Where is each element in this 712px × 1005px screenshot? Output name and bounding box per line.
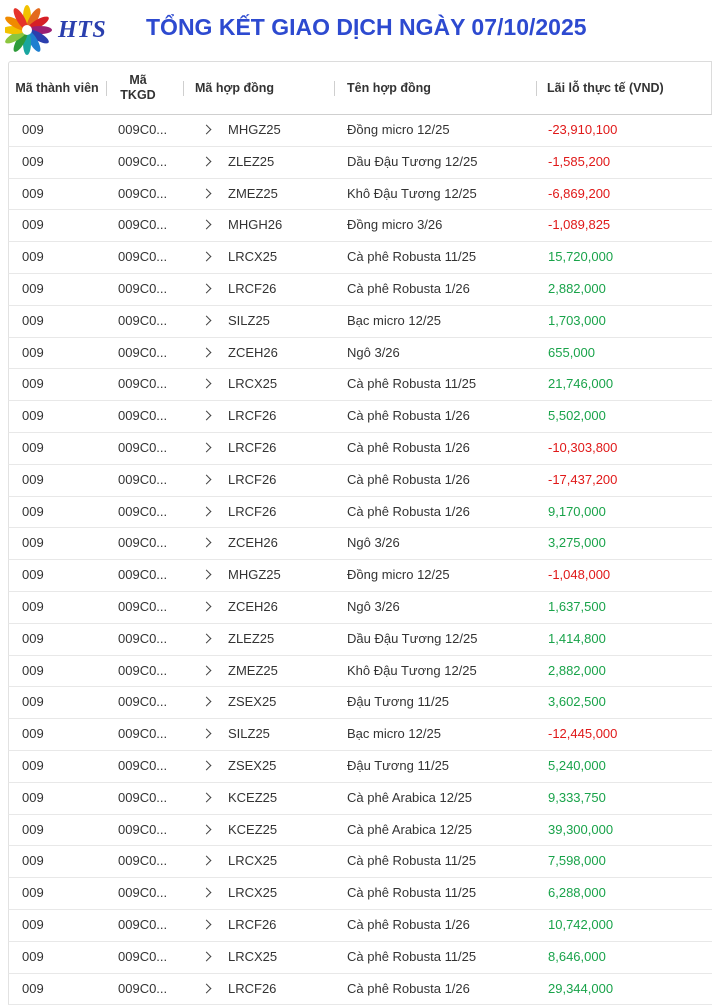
account-cell: 009C0... [118,471,168,487]
contract-name-cell: Khô Đậu Tương 12/25 [347,185,477,201]
account-cell: 009C0... [118,567,168,583]
account-cell: 009C0... [118,630,168,646]
chevron-right-icon[interactable] [202,474,212,484]
account-cell: 009C0... [118,439,168,455]
chevron-right-icon[interactable] [202,570,212,580]
member-cell: 009 [22,694,44,710]
pnl-cell: 1,637,500 [548,598,606,614]
member-cell: 009 [22,598,44,614]
pnl-cell: 39,300,000 [548,821,614,837]
chevron-right-icon[interactable] [202,443,212,453]
contract-code-cell: LRCF26 [228,916,277,932]
table-row[interactable] [8,147,712,179]
table-row[interactable] [8,433,712,465]
table-row[interactable] [8,497,712,529]
contract-code-cell: SILZ25 [228,312,270,328]
contract-code-cell: ZMEZ25 [228,662,278,678]
chevron-right-icon[interactable] [202,284,212,294]
table-row[interactable] [8,274,712,306]
account-cell: 009C0... [118,980,168,996]
contract-code-cell: MHGZ25 [228,567,281,583]
pnl-cell: 3,275,000 [548,535,606,551]
pnl-cell: 15,720,000 [548,249,614,265]
contract-name-cell: Cà phê Robusta 1/26 [347,408,470,424]
contract-code-cell: LRCF26 [228,503,277,519]
contract-code-cell: LRCX25 [228,376,278,392]
contract-code-cell: KCEZ25 [228,821,278,837]
account-cell: 009C0... [118,503,168,519]
contract-name-cell: Bạc micro 12/25 [347,726,441,742]
contract-code-cell: SILZ25 [228,726,270,742]
account-cell: 009C0... [118,757,168,773]
pnl-cell: 2,882,000 [548,280,606,296]
table-row[interactable] [8,783,712,815]
contract-name-cell: Cà phê Robusta 1/26 [347,280,470,296]
account-cell: 009C0... [118,408,168,424]
chevron-right-icon[interactable] [202,856,212,866]
contract-code-cell: MHGH26 [228,217,283,233]
chevron-right-icon[interactable] [202,538,212,548]
column-header-account[interactable]: Mã TKGD [120,73,156,102]
pnl-cell: 29,344,000 [548,980,614,996]
member-cell: 009 [22,535,44,551]
chevron-right-icon[interactable] [202,760,212,770]
contract-name-cell: Cà phê Arabica 12/25 [347,789,473,805]
member-cell: 009 [22,885,44,901]
column-header-contract-name[interactable]: Tên hợp đồng [347,80,431,95]
contract-name-cell: Cà phê Robusta 1/26 [347,439,470,455]
contract-code-cell: LRCF26 [228,280,277,296]
table-row[interactable] [8,306,712,338]
contract-name-cell: Cà phê Robusta 1/26 [347,471,470,487]
contract-name-cell: Khô Đậu Tương 12/25 [347,662,477,678]
chevron-right-icon[interactable] [202,347,212,357]
account-cell: 009C0... [118,662,168,678]
contract-code-cell: MHGZ25 [228,122,281,137]
pnl-cell: 3,602,500 [548,694,606,710]
table-row[interactable] [8,592,712,624]
account-cell: 009C0... [118,185,168,201]
contract-name-cell: Dầu Đậu Tương 12/25 [347,153,478,169]
pnl-cell: -12,445,000 [548,726,618,742]
contract-code-cell: ZCEH26 [228,344,278,360]
column-header-contract-code[interactable]: Mã hợp đồng [195,80,275,95]
account-cell: 009C0... [118,726,168,742]
account-cell: 009C0... [118,598,168,614]
table-row[interactable] [8,846,712,878]
member-cell: 009 [22,249,44,265]
pnl-cell: -1,089,825 [548,217,611,233]
table-row[interactable] [8,401,712,433]
table-row[interactable] [8,910,712,942]
chevron-right-icon[interactable] [202,411,212,421]
table-header [8,61,712,115]
table-body [8,115,712,1005]
chevron-right-icon[interactable] [202,252,212,262]
pnl-cell: 9,333,750 [548,789,606,805]
member-cell: 009 [22,662,44,678]
hts-logo [5,3,105,57]
account-cell: 009C0... [118,122,168,137]
contract-name-cell: Đậu Tương 11/25 [347,694,450,710]
table-row[interactable] [8,687,712,719]
member-cell: 009 [22,567,44,583]
member-cell: 009 [22,853,44,869]
account-cell: 009C0... [118,153,168,169]
contract-name-cell: Ngô 3/26 [347,535,400,551]
table-row[interactable] [8,974,712,1005]
pnl-cell: 8,646,000 [548,948,606,964]
contract-name-cell: Đồng micro 12/25 [347,122,450,137]
account-cell: 009C0... [118,853,168,869]
pnl-cell: 655,000 [548,344,595,360]
member-cell: 009 [22,153,44,169]
chevron-right-icon[interactable] [202,951,212,961]
contract-code-cell: ZLEZ25 [228,153,275,169]
member-cell: 009 [22,821,44,837]
pnl-cell: -10,303,800 [548,439,618,455]
member-cell: 009 [22,122,44,137]
chevron-right-icon[interactable] [202,379,212,389]
table-row[interactable] [8,942,712,974]
pnl-cell: -17,437,200 [548,471,618,487]
contract-code-cell: LRCF26 [228,471,277,487]
chevron-right-icon[interactable] [202,125,212,135]
account-cell: 009C0... [118,885,168,901]
chevron-right-icon[interactable] [202,697,212,707]
contract-name-cell: Cà phê Robusta 11/25 [347,948,477,964]
account-cell: 009C0... [118,249,168,265]
contract-name-cell: Đồng micro 3/26 [347,217,443,233]
table-row[interactable] [8,115,712,147]
contract-name-cell: Cà phê Robusta 11/25 [347,885,477,901]
contract-code-cell: KCEZ25 [228,789,278,805]
pnl-cell: 6,288,000 [548,885,606,901]
table-row[interactable] [8,751,712,783]
table-row[interactable] [8,624,712,656]
chevron-right-icon[interactable] [202,506,212,516]
contract-name-cell: Cà phê Robusta 1/26 [347,980,470,996]
contract-name-cell: Bạc micro 12/25 [347,312,441,328]
chevron-right-icon[interactable] [202,602,212,612]
pnl-cell: -1,585,200 [548,153,611,169]
member-cell: 009 [22,503,44,519]
page-title: TỔNG KẾT GIAO DỊCH NGÀY 07/10/2025 [146,14,587,40]
member-cell: 009 [22,757,44,773]
contract-code-cell: LRCF26 [228,980,277,996]
contract-name-cell: Cà phê Robusta 1/26 [347,916,470,932]
account-cell: 009C0... [118,280,168,296]
member-cell: 009 [22,471,44,487]
table-row[interactable] [8,210,712,242]
contract-code-cell: ZCEH26 [228,598,278,614]
pnl-cell: 1,414,800 [548,630,606,646]
contract-code-cell: LRCF26 [228,408,277,424]
contract-code-cell: LRCX25 [228,249,278,265]
chevron-right-icon[interactable] [202,729,212,739]
contract-code-cell: ZLEZ25 [228,630,275,646]
contract-name-cell: Đồng micro 12/25 [347,567,450,583]
member-cell: 009 [22,948,44,964]
chevron-right-icon[interactable] [202,315,212,325]
table-row[interactable] [8,369,712,401]
logo-text: HTS [58,17,107,43]
sunburst-logo-icon [5,3,61,57]
contract-name-cell: Cà phê Robusta 11/25 [347,853,477,869]
contract-code-cell: LRCX25 [228,885,278,901]
account-cell: 009C0... [118,217,168,233]
pnl-cell: 5,240,000 [548,757,606,773]
chevron-right-icon[interactable] [202,888,212,898]
member-cell: 009 [22,980,44,996]
table-row[interactable] [8,656,712,688]
table-row[interactable] [8,560,712,592]
column-divider [183,81,184,96]
trades-table [8,61,712,1005]
chevron-right-icon[interactable] [202,665,212,675]
contract-code-cell: ZMEZ25 [228,185,278,201]
pnl-cell: 1,703,000 [548,312,606,328]
chevron-right-icon[interactable] [202,633,212,643]
table-row[interactable] [8,815,712,847]
pnl-cell: -1,048,000 [548,567,611,583]
account-cell: 009C0... [118,312,168,328]
pnl-cell: 10,742,000 [548,916,614,932]
contract-code-cell: LRCX25 [228,948,278,964]
column-divider [536,81,537,96]
member-cell: 009 [22,344,44,360]
table-row[interactable] [8,465,712,497]
contract-name-cell: Cà phê Robusta 11/25 [347,376,477,392]
contract-name-cell: Ngô 3/26 [347,344,400,360]
chevron-right-icon[interactable] [202,156,212,166]
column-header-member[interactable]: Mã thành viên [15,80,99,95]
chevron-right-icon[interactable] [202,824,212,834]
chevron-right-icon[interactable] [202,220,212,230]
column-divider [106,81,107,96]
pnl-cell: 5,502,000 [548,408,606,424]
contract-name-cell: Dầu Đậu Tương 12/25 [347,630,478,646]
chevron-right-icon[interactable] [202,792,212,802]
account-cell: 009C0... [118,344,168,360]
contract-code-cell: ZCEH26 [228,535,278,551]
account-cell: 009C0... [118,821,168,837]
chevron-right-icon[interactable] [202,983,212,993]
contract-name-cell: Đậu Tương 11/25 [347,757,450,773]
pnl-cell: 9,170,000 [548,503,606,519]
member-cell: 009 [22,916,44,932]
account-cell: 009C0... [118,376,168,392]
member-cell: 009 [22,789,44,805]
contract-name-cell: Cà phê Robusta 11/25 [347,249,477,265]
contract-code-cell: ZSEX25 [228,757,277,773]
pnl-cell: -23,910,100 [548,122,618,137]
member-cell: 009 [22,439,44,455]
account-cell: 009C0... [118,535,168,551]
table-row[interactable] [8,338,712,370]
member-cell: 009 [22,217,44,233]
member-cell: 009 [22,408,44,424]
chevron-right-icon[interactable] [202,919,212,929]
account-cell: 009C0... [118,694,168,710]
account-cell: 009C0... [118,789,168,805]
column-divider [334,81,335,96]
table-row[interactable] [8,719,712,751]
member-cell: 009 [22,630,44,646]
account-cell: 009C0... [118,948,168,964]
column-header-pnl[interactable]: Lãi lỗ thực tế (VND) [547,80,664,95]
table-row[interactable] [8,179,712,211]
member-cell: 009 [22,726,44,742]
member-cell: 009 [22,185,44,201]
table-row[interactable] [8,878,712,910]
pnl-cell: 21,746,000 [548,376,614,392]
contract-code-cell: LRCX25 [228,853,278,869]
pnl-cell: 7,598,000 [548,853,606,869]
member-cell: 009 [22,312,44,328]
table-row[interactable] [8,242,712,274]
page-header [0,0,712,60]
table-row[interactable] [8,528,712,560]
chevron-right-icon[interactable] [202,188,212,198]
account-cell: 009C0... [118,916,168,932]
member-cell: 009 [22,280,44,296]
pnl-cell: -6,869,200 [548,185,611,201]
member-cell: 009 [22,376,44,392]
contract-name-cell: Cà phê Robusta 1/26 [347,503,470,519]
contract-code-cell: LRCF26 [228,439,277,455]
contract-name-cell: Cà phê Arabica 12/25 [347,821,473,837]
pnl-cell: 2,882,000 [548,662,606,678]
contract-name-cell: Ngô 3/26 [347,598,400,614]
contract-code-cell: ZSEX25 [228,694,277,710]
